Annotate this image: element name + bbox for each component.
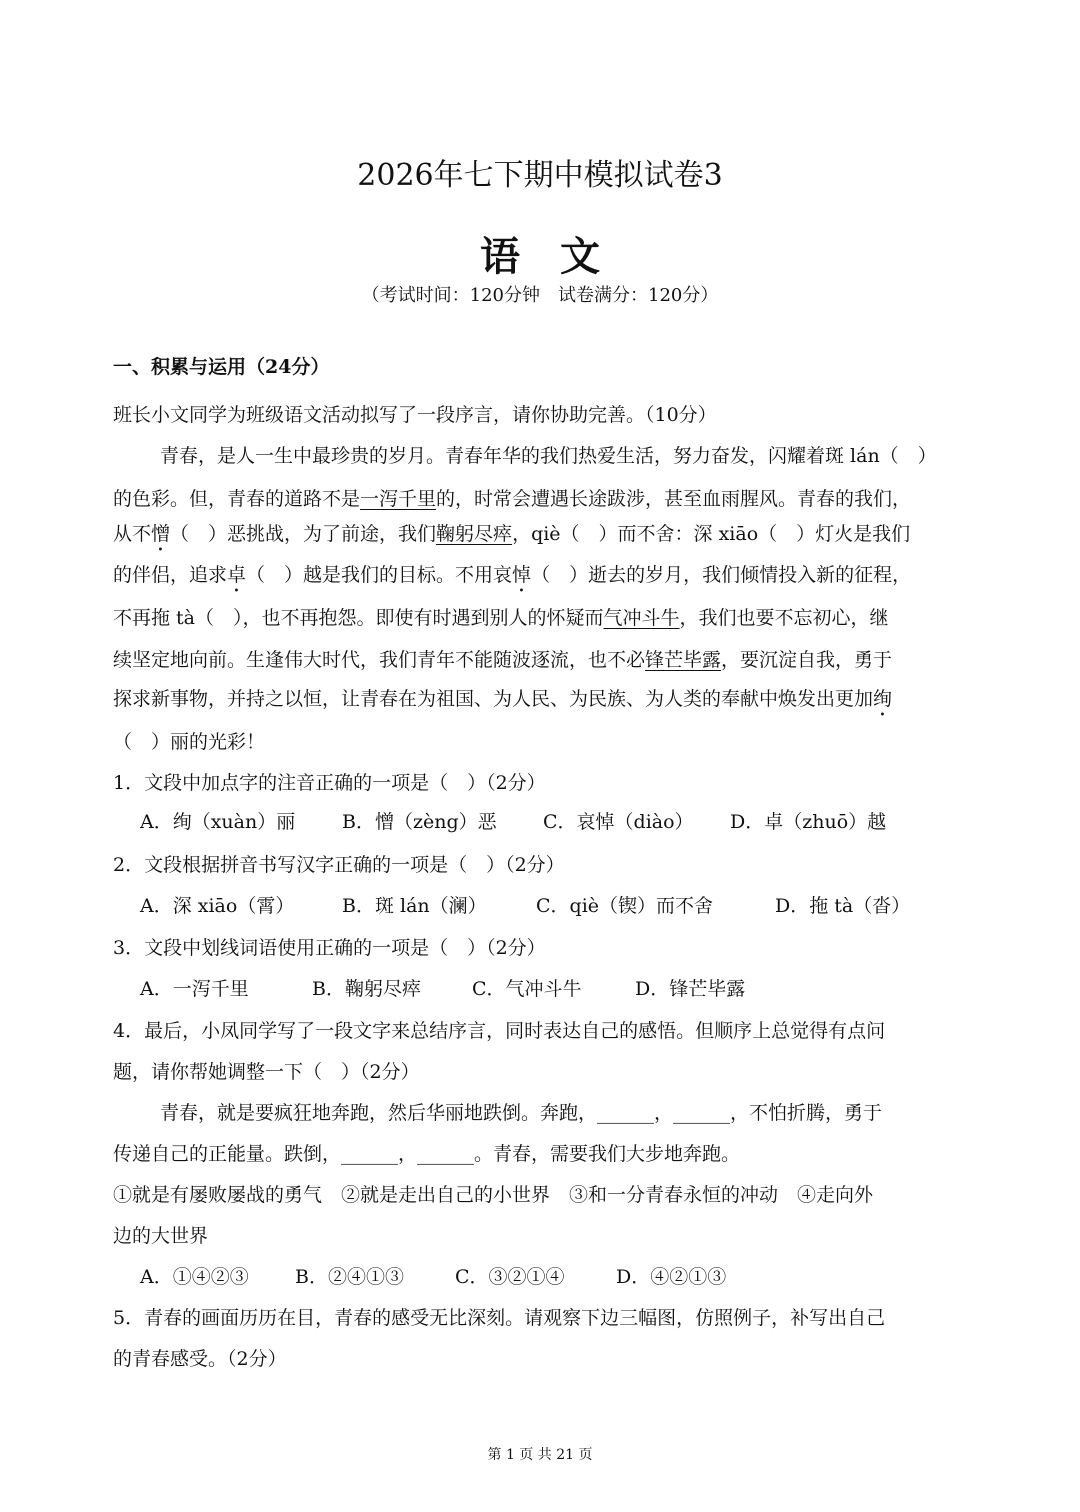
- q3-option-a: A．一泻千里: [140, 978, 249, 1000]
- underlined-phrase: 一泻千里: [360, 488, 437, 510]
- q1-option-c: C．哀悼（diào）: [543, 811, 694, 833]
- q4-passage-2: 传递自己的正能量。跌倒，______，______。青春，需要我们大步地奔跑。: [113, 1143, 741, 1165]
- passage-line-7: 探求新事物，并持之以恒，让青春在为祖国、为人民、为民族、为人类的奉献中焕发出更加绚: [113, 688, 893, 710]
- question-4-stem-2: 题，请你帮她调整一下（ ）（2分）: [113, 1061, 420, 1083]
- passage-line-8: （ ）丽的光彩！: [113, 731, 266, 753]
- dotted-char: 悼: [512, 564, 532, 586]
- passage-line-3: 从不憎（ ）恶挑战，为了前途，我们鞠躬尽瘁，qiè（ ）而不舍：深 xiāo（ ）灯火是我们: [113, 523, 911, 545]
- q1-option-d: D．卓（zhuō）越: [730, 811, 887, 833]
- q2-option-c: C．qiè（锲）而不舍: [536, 895, 714, 917]
- question-1-stem: 1．文段中加点字的注音正确的一项是（ ）（2分）: [113, 772, 546, 794]
- dotted-char: 憎: [151, 523, 171, 545]
- q3-option-d: D．锋芒毕露: [635, 978, 746, 1000]
- q4-items-1: ①就是有屡败屡战的勇气 ②就是走出自己的小世界 ③和一分青春永恒的冲动 ④走向外: [113, 1184, 874, 1206]
- q1-option-a: A．绚（xuàn）丽: [140, 811, 296, 833]
- page-number: 第 1 页 共 21 页: [487, 1447, 593, 1463]
- q4-option-a: A．①④②③: [140, 1266, 249, 1288]
- subject-title: 语文: [480, 233, 640, 280]
- question-3-stem: 3．文段中划线词语使用正确的一项是（ ）（2分）: [113, 937, 546, 959]
- q2-option-a: A．深 xiāo（霄）: [140, 895, 295, 917]
- q4-option-c: C．③②①④: [455, 1266, 565, 1288]
- question-4-stem-1: 4．最后，小凤同学写了一段文字来总结序言，同时表达自己的感悟。但顺序上总觉得有点问: [113, 1020, 886, 1042]
- q4-option-d: D．④②①③: [616, 1266, 727, 1288]
- passage-line-1: 青春，是人一生中最珍贵的岁月。青春年华的我们热爱生活，努力奋发，闪耀着斑 lán（ ）: [160, 445, 937, 467]
- question-2-stem: 2．文段根据拼音书写汉字正确的一项是（ ）（2分）: [113, 854, 565, 876]
- q2-option-d: D．拖 tà（沓）: [775, 895, 911, 917]
- section-heading: 一、积累与运用（24分）: [113, 356, 330, 378]
- underlined-phrase: 鞠躬尽瘁: [436, 523, 513, 545]
- passage-line-4: 的伴侣，追求卓（ ）越是我们的目标。不用哀悼（ ）逝去的岁月，我们倾情投入新的征程，: [113, 564, 912, 586]
- underlined-phrase: 气冲斗牛: [603, 607, 680, 629]
- exam-info: （考试时间：120分钟 试卷满分：120分）: [361, 285, 719, 306]
- passage-line-6: 续坚定地向前。生逢伟大时代，我们青年不能随波逐流，也不必锋芒毕露，要沉淀自我，勇于: [113, 649, 893, 671]
- section-intro: 班长小文同学为班级语文活动拟写了一段序言，请你协助完善。（10分）: [113, 404, 717, 426]
- q2-option-b: B．斑 lán（澜）: [342, 895, 487, 917]
- q1-option-b: B．憎（zèng）恶: [342, 811, 497, 833]
- dotted-char: 卓: [227, 564, 247, 586]
- q3-option-b: B．鞠躬尽瘁: [312, 978, 421, 1000]
- exam-title: 2026年七下期中模拟试卷3: [357, 158, 723, 193]
- q4-items-2: 边的大世界: [113, 1225, 209, 1247]
- underlined-phrase: 锋芒毕露: [645, 649, 722, 671]
- q3-option-c: C．气冲斗牛: [472, 978, 582, 1000]
- q4-passage-1: 青春，就是要疯狂地奔跑，然后华丽地跌倒。奔跑，______，______，不怕折腾，勇于: [160, 1102, 883, 1124]
- passage-line-2: 的色彩。但，青春的道路不是一泻千里的，时常会遭遇长途跋涉，甚至血雨腥风。青春的我们，: [113, 488, 912, 510]
- question-5-stem-1: 5．青春的画面历历在目，青春的感受无比深刻。请观察下边三幅图，仿照例子，补写出自己: [113, 1307, 886, 1329]
- question-5-stem-2: 的青春感受。（2分）: [113, 1348, 287, 1370]
- dotted-char: 绚: [873, 688, 893, 710]
- passage-line-5: 不再拖 tà（ ），也不再抱怨。即使有时遇到别人的怀疑而气冲斗牛，我们也要不忘初心，继: [113, 607, 889, 629]
- q4-option-b: B．②④①③: [295, 1266, 404, 1288]
